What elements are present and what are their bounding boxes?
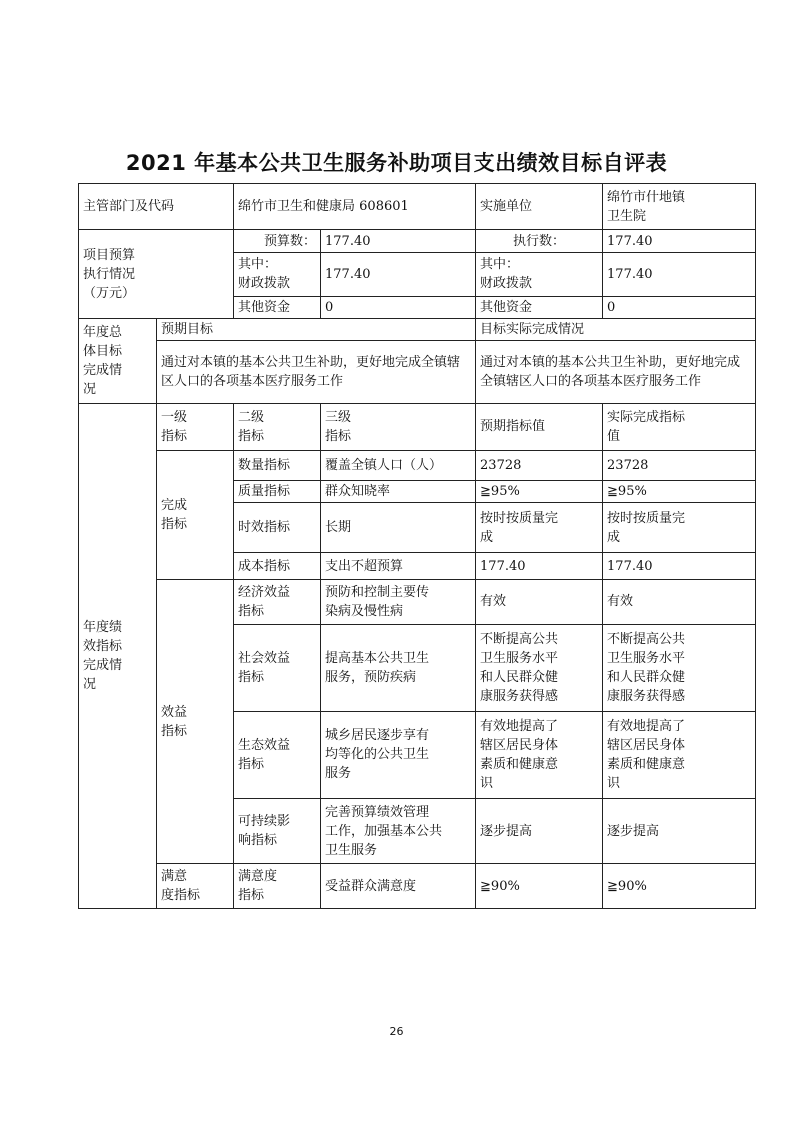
actual-cell: 177.40 xyxy=(603,553,756,579)
actual-cell: ≧95% xyxy=(603,480,756,502)
actual-cell: 有效 xyxy=(603,579,756,624)
other-value-left: 0 xyxy=(321,297,476,319)
level3-cell: 受益群众满意度 xyxy=(321,864,476,909)
exec-value: 177.40 xyxy=(603,230,756,252)
benefit-indicator-label: 效益 指标 xyxy=(157,579,234,864)
fiscal-label-left: 其中： 财政拨款 xyxy=(234,252,321,296)
completion-indicator-label: 完成 指标 xyxy=(157,450,234,579)
expected-cell: 逐步提高 xyxy=(476,798,603,864)
level3-cell: 群众知晓率 xyxy=(321,480,476,502)
goal-section-label: 年度总 体目标 完成情 况 xyxy=(79,319,157,404)
col-expected: 预期指标值 xyxy=(476,404,603,450)
level2-cell: 可持续影 响指标 xyxy=(234,798,321,864)
expected-cell: ≧95% xyxy=(476,480,603,502)
level2-cell: 经济效益 指标 xyxy=(234,579,321,624)
budget-value: 177.40 xyxy=(321,230,476,252)
level2-cell: 数量指标 xyxy=(234,450,321,480)
level2-cell: 社会效益 指标 xyxy=(234,625,321,712)
level2-cell: 满意度 指标 xyxy=(234,864,321,909)
level2-cell: 生态效益 指标 xyxy=(234,711,321,798)
level3-cell: 城乡居民逐步享有 均等化的公共卫生 服务 xyxy=(321,711,476,798)
level2-cell: 质量指标 xyxy=(234,480,321,502)
goal-header-row xyxy=(79,319,756,341)
other-label-right: 其他资金 xyxy=(476,297,603,319)
table-row xyxy=(79,864,756,909)
expected-cell: 有效地提高了 辖区居民身体 素质和健康意 识 xyxy=(476,711,603,798)
expected-cell: 按时按质量完 成 xyxy=(476,502,603,552)
table-row xyxy=(79,579,756,624)
actual-cell: 按时按质量完 成 xyxy=(603,502,756,552)
expected-cell: 不断提高公共 卫生服务水平 和人民群众健 康服务获得感 xyxy=(476,625,603,712)
indicator-section-label: 年度绩 效指标 完成情 况 xyxy=(79,404,157,909)
level3-cell: 长期 xyxy=(321,502,476,552)
unit-value: 绵竹市什地镇 卫生院 xyxy=(603,184,756,230)
dept-label: 主管部门及代码 xyxy=(79,184,234,230)
actual-goal-header: 目标实际完成情况 xyxy=(476,319,756,341)
expected-cell: ≧90% xyxy=(476,864,603,909)
actual-goal-text: 通过对本镇的基本公共卫生补助，更好地完成全镇辖区人口的各项基本医疗服务工作 xyxy=(476,341,756,404)
expected-cell: 有效 xyxy=(476,579,603,624)
level3-cell: 预防和控制主要传 染病及慢性病 xyxy=(321,579,476,624)
fiscal-label-right: 其中： 财政拨款 xyxy=(476,252,603,296)
unit-label: 实施单位 xyxy=(476,184,603,230)
col-actual: 实际完成指标 值 xyxy=(603,404,756,450)
other-label-left: 其他资金 xyxy=(234,297,321,319)
evaluation-table xyxy=(78,183,756,909)
actual-cell: 23728 xyxy=(603,450,756,480)
level3-cell: 完善预算绩效管理 工作，加强基本公共 卫生服务 xyxy=(321,798,476,864)
expected-goal-text: 通过对本镇的基本公共卫生补助，更好地完成全镇辖区人口的各项基本医疗服务工作 xyxy=(157,341,476,404)
budget-section-label: 项目预算 执行情况 （万元） xyxy=(79,230,234,319)
expected-goal-header: 预期目标 xyxy=(157,319,476,341)
satisfaction-indicator-label: 满意 度指标 xyxy=(157,864,234,909)
page-title: 2021 年基本公共卫生服务补助项目支出绩效目标自评表 xyxy=(125,151,668,175)
actual-cell: 不断提高公共 卫生服务水平 和人民群众健 康服务获得感 xyxy=(603,625,756,712)
other-value-right: 0 xyxy=(603,297,756,319)
col-level1: 一级 指标 xyxy=(157,404,234,450)
level2-cell: 时效指标 xyxy=(234,502,321,552)
level3-cell: 提高基本公共卫生 服务，预防疾病 xyxy=(321,625,476,712)
fiscal-value-left: 177.40 xyxy=(321,252,476,296)
indicator-header-row xyxy=(79,404,756,450)
budget-row xyxy=(79,230,756,252)
dept-value: 绵竹市卫生和健康局 608601 xyxy=(234,184,476,230)
col-level3: 三级 指标 xyxy=(321,404,476,450)
header-row xyxy=(79,184,756,230)
expected-cell: 177.40 xyxy=(476,553,603,579)
col-level2: 二级 指标 xyxy=(234,404,321,450)
expected-cell: 23728 xyxy=(476,450,603,480)
level3-cell: 覆盖全镇人口（人） xyxy=(321,450,476,480)
level2-cell: 成本指标 xyxy=(234,553,321,579)
actual-cell: ≧90% xyxy=(603,864,756,909)
exec-label: 执行数： xyxy=(476,230,603,252)
table-row xyxy=(79,450,756,480)
goal-text-row xyxy=(79,341,756,404)
page-number: 26 xyxy=(389,1025,404,1038)
budget-label: 预算数： xyxy=(234,230,321,252)
actual-cell: 有效地提高了 辖区居民身体 素质和健康意 识 xyxy=(603,711,756,798)
level3-cell: 支出不超预算 xyxy=(321,553,476,579)
actual-cell: 逐步提高 xyxy=(603,798,756,864)
fiscal-value-right: 177.40 xyxy=(603,252,756,296)
